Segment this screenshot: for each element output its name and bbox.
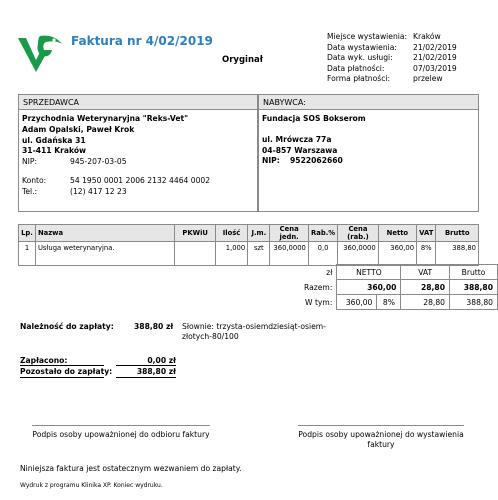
buyer-nip-label: NIP: [262, 156, 280, 166]
remaining-underline [20, 377, 104, 378]
seller-phone-label: Tel.: [22, 186, 38, 196]
seller-nip-label: NIP: [22, 157, 38, 167]
due-value: 388,80 zł [134, 322, 174, 331]
issuer-signature-caption [290, 430, 472, 450]
col-qty: Ilość [215, 225, 247, 242]
meta-label: Data wyk. usługi: [327, 53, 393, 63]
meta-value: przelew [413, 74, 443, 84]
final-notice: Niniejsza faktura jest ostatecznym wezwaniem do zapłaty. [20, 464, 242, 473]
summary-incl-rate: 8% [377, 295, 401, 310]
cell-net: 360,00 [378, 242, 416, 266]
cell-disc-price: 360,0000 [338, 242, 378, 266]
seller-account: 54 1950 0001 2006 2132 4464 0002 [70, 175, 211, 185]
summary-total-gross: 388,80 [450, 280, 498, 295]
summary-incl-gross: 388,80 [450, 295, 498, 310]
paid-value-underline [116, 365, 176, 366]
items-table [18, 224, 479, 266]
summary-incl-label: W tym: [305, 297, 333, 307]
seller-name: Przychodnia Weterynaryjna "Reks-Vet" [22, 114, 189, 123]
invoice-title: Faktura nr 4/02/2019 [71, 34, 213, 48]
cell-unit-price: 360,0000 [270, 242, 308, 266]
issuer-signature-line1: Podpis osoby upoważnionej do wystawienia [298, 430, 464, 439]
meta-label: Data wystawienia: [327, 42, 397, 52]
paid-label: Zapłacono: [20, 356, 68, 365]
seller-box [18, 94, 258, 212]
meta-value: 21/02/2019 [413, 42, 457, 52]
seller-phone: (12) 417 12 23 [70, 186, 127, 196]
cell-unit: szt [248, 242, 270, 266]
cell-vat: 8% [417, 242, 436, 266]
meta-value: Kraków [413, 32, 441, 41]
clinic-logo [16, 30, 66, 74]
amount-in-words: Słownie: trzysta-osiemdziesiąt-osiem- [182, 322, 326, 331]
meta-value: 07/03/2019 [413, 63, 457, 73]
buyer-box [258, 94, 479, 212]
cell-lp: 1 [19, 242, 36, 266]
summary-total-net: 360,00 [337, 280, 401, 295]
cell-gross: 388,80 [436, 242, 479, 266]
invoice-meta [327, 32, 457, 85]
col-vat: VAT [417, 225, 436, 242]
col-pkwiu: PKWiU [175, 225, 215, 242]
summary-incl-net: 360,00 [337, 295, 377, 310]
summary-total-vat: 28,80 [401, 280, 450, 295]
buyer-name: Fundacja SOS Bokserom [262, 114, 366, 123]
receiver-signature-line [32, 425, 210, 426]
cell-pkwiu [175, 242, 215, 266]
summary-currency: zł [326, 267, 333, 277]
seller-owners: Adam Opalski, Paweł Krok [22, 124, 135, 134]
col-gross: Brutto [436, 225, 479, 242]
buyer-nip: 9522062660 [290, 156, 343, 166]
meta-label: Miejsce wystawienia: [327, 32, 408, 41]
table-row [19, 242, 479, 266]
summary-gross-header: Brutto [450, 265, 498, 280]
buyer-street: ul. Mrówcza 77a [262, 134, 332, 144]
summary-total-label: Razem: [304, 282, 333, 292]
paid-underline [20, 365, 104, 366]
amount-in-words-cont: złotych-80/100 [182, 332, 239, 341]
summary-net-header: NETTO [337, 265, 401, 280]
due-label: Należność do zapłaty: [20, 322, 114, 331]
col-name: Nazwa [35, 225, 175, 242]
col-unit-price: Cena jedn. [270, 225, 308, 242]
print-credit: Wydruk z programu Klinika XP. Koniec wydruku. [20, 482, 163, 489]
summary-table [300, 264, 498, 310]
remaining-label: Pozostało do zapłaty: [20, 367, 113, 376]
meta-label: Data płatności: [327, 63, 385, 73]
seller-heading: SPRZEDAWCA [19, 95, 257, 110]
cell-name: Usługa weterynaryjna. [35, 242, 175, 266]
col-unit: J.m. [248, 225, 270, 242]
seller-nip: 945-207-03-05 [70, 157, 127, 167]
col-lp: Lp. [19, 225, 36, 242]
summary-vat-header: VAT [401, 265, 450, 280]
paid-value: 0,00 zł [147, 356, 176, 365]
meta-label: Forma płatności: [327, 74, 391, 84]
summary-incl-vat: 28,80 [401, 295, 450, 310]
issuer-signature-line2: faktury [367, 440, 395, 449]
buyer-heading: NABYWCA: [259, 95, 478, 110]
col-net: Netto [378, 225, 416, 242]
remaining-value-underline [116, 377, 176, 378]
seller-account-label: Konto: [22, 175, 47, 185]
buyer-city: 04-857 Warszawa [262, 145, 338, 155]
copy-label: Oryginał [222, 55, 263, 65]
col-discount: Rab.% [308, 225, 337, 242]
col-disc-price: Cena (rab.) [338, 225, 378, 242]
receiver-signature-caption: Podpis osoby upoważnionej do odbioru faktury [32, 430, 210, 439]
cell-qty: 1,000 [215, 242, 247, 266]
cell-discount: 0,0 [308, 242, 337, 266]
remaining-value: 388,80 zł [136, 367, 176, 376]
issuer-signature-line [298, 425, 464, 426]
meta-value: 21/02/2019 [413, 53, 457, 63]
seller-street: ul. Gdańska 31 [22, 135, 86, 145]
seller-city: 31-411 Kraków [22, 146, 87, 156]
items-header-row [19, 225, 479, 242]
